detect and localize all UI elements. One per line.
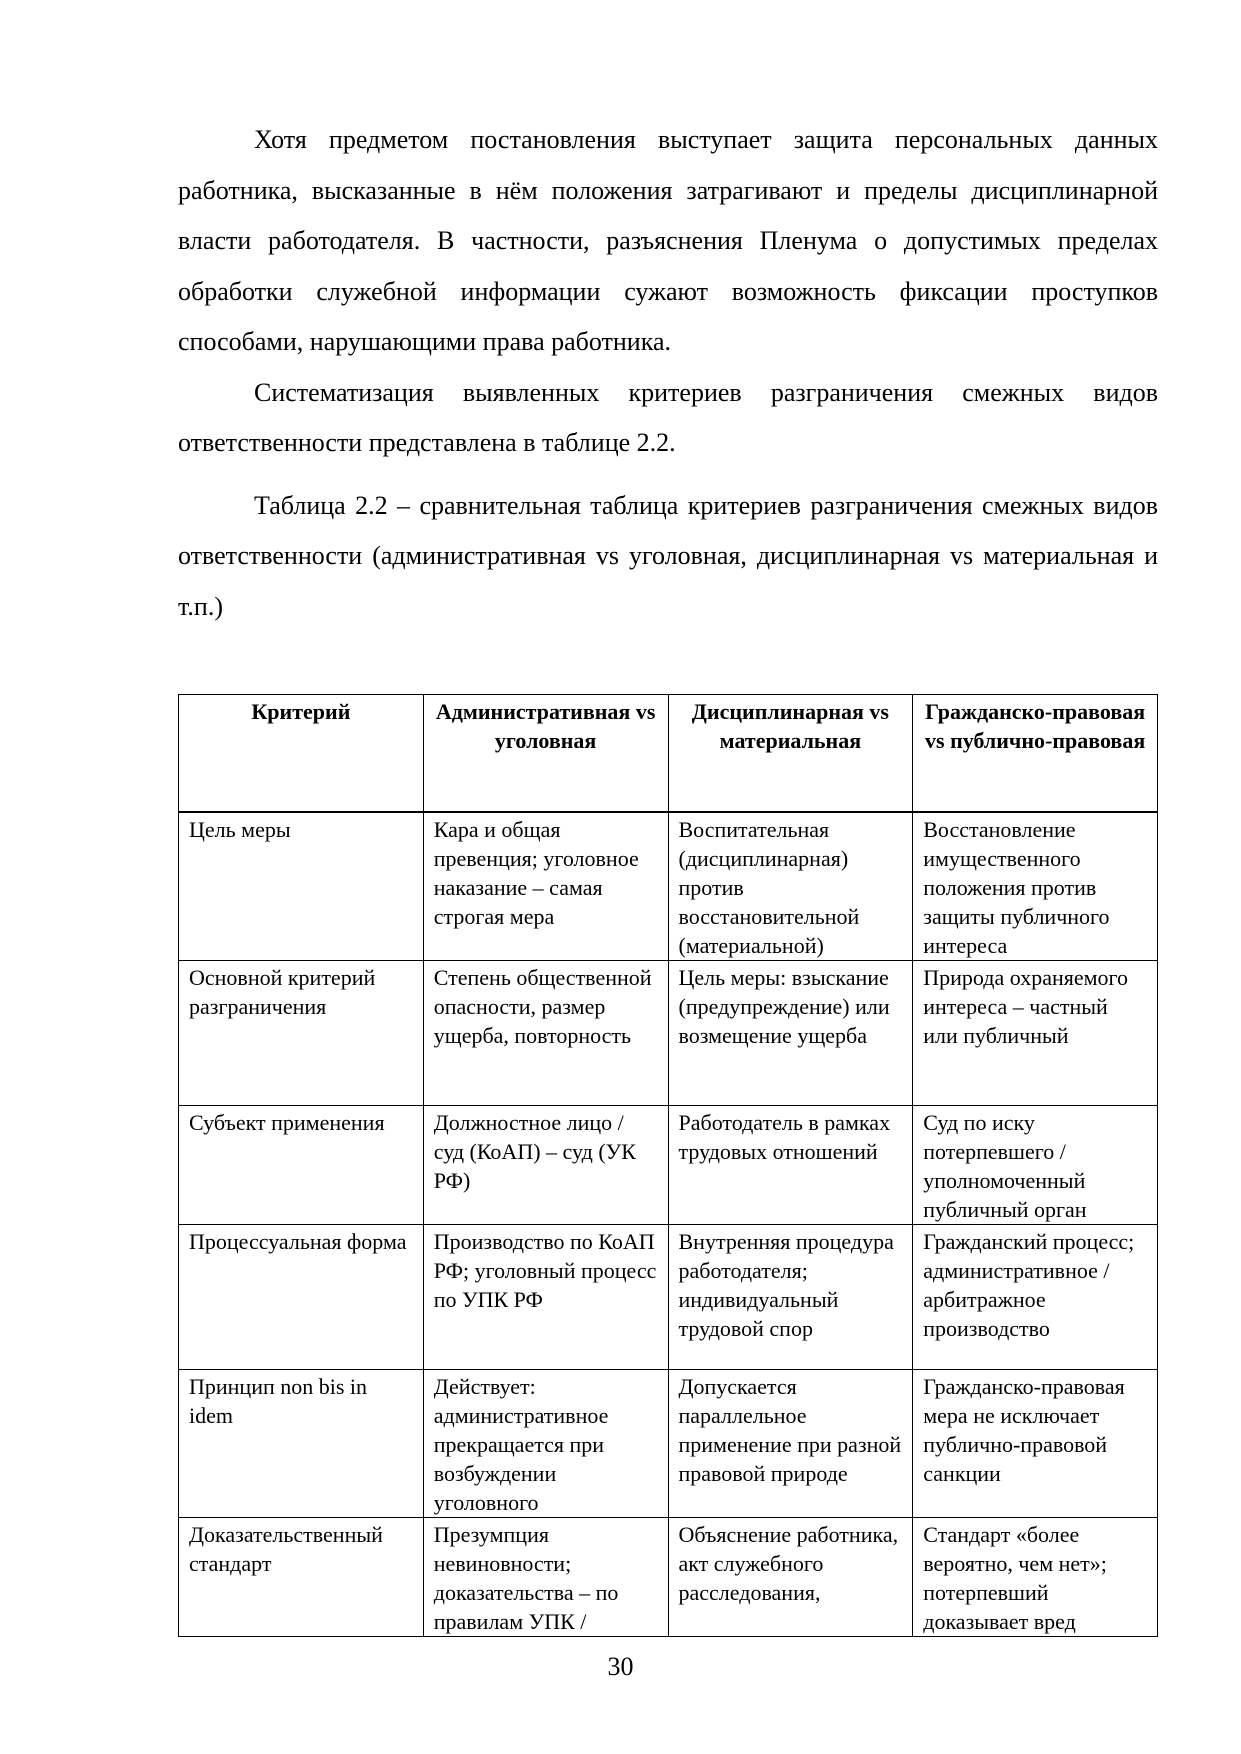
table-row: [179, 1517, 1158, 1636]
table-cell: Цель меры: [179, 812, 424, 961]
table-row: [179, 1105, 1158, 1224]
table-cell: Внутренняя процедура работодателя; индивидуальный трудовой спор: [668, 1224, 913, 1369]
table-cell: Принцип non bis in idem: [179, 1369, 424, 1517]
table-cell: Действует: административное прекращается при возбуждении уголовного: [423, 1369, 668, 1517]
paragraph-2: Систематизация выявленных критериев разграничения смежных видов ответственности представлена в таблице 2.2.: [178, 377, 1158, 457]
table-cell: Природа охраняемого интереса – частный или публичный: [913, 960, 1158, 1105]
paragraph-1: Хотя предметом постановления выступает защита персональных данных работника, высказанные в нём положения затрагивают и пределы дисциплинарной власти работодателя. В частности, разъяснения Пленума о допустимых пределах обработки служебной информации сужают возможность фиксации проступков способами, нарушающими права работника.: [178, 125, 1158, 356]
table-caption: Таблица 2.2 – сравнительная таблица критериев разграничения смежных видов ответственности (административная vs уголовная, дисциплинарная vs материальная и т.п.): [178, 490, 1158, 621]
table-cell: Восстановление имущественного положения против защиты публичного интереса: [913, 812, 1158, 961]
table-cell: Работодатель в рамках трудовых отношений: [668, 1105, 913, 1224]
table-row: [179, 812, 1158, 961]
table-cell: Допускается параллельное применение при разной правовой природе: [668, 1369, 913, 1517]
table-cell: Степень общественной опасности, размер ущерба, повторность: [423, 960, 668, 1105]
table-row: [179, 960, 1158, 1105]
table-cell: Кара и общая превенция; уголовное наказание – самая строгая мера: [423, 812, 668, 961]
table-cell: Субъект применения: [179, 1105, 424, 1224]
table-cell: Объяснение работника, акт служебного расследования,: [668, 1517, 913, 1636]
document-body: [178, 115, 1158, 632]
table-cell: Гражданско-правовая мера не исключает публично-правовой санкции: [913, 1369, 1158, 1517]
header-civil-vs-public: Гражданско-правовая vs публично-правовая: [913, 695, 1158, 812]
table-header-row: [179, 695, 1158, 812]
header-criterion: Критерий: [179, 695, 424, 812]
table-cell: Производство по КоАП РФ; уголовный процесс по УПК РФ: [423, 1224, 668, 1369]
table-cell: Должностное лицо / суд (КоАП) – суд (УК РФ): [423, 1105, 668, 1224]
table-cell: Процессуальная форма: [179, 1224, 424, 1369]
table-row: [179, 1369, 1158, 1517]
header-disciplinary-vs-material: Дисциплинарная vs материальная: [668, 695, 913, 812]
table-cell: Презумпция невиновности; доказательства – по правилам УПК /: [423, 1517, 668, 1636]
table-cell: Доказательственный стандарт: [179, 1517, 424, 1636]
comparison-table: [178, 694, 1158, 1637]
table-cell: Гражданский процесс; административное / арбитражное производство: [913, 1224, 1158, 1369]
table-row: [179, 1224, 1158, 1369]
table-cell: Цель меры: взыскание (предупреждение) или возмещение ущерба: [668, 960, 913, 1105]
table-cell: Воспитательная (дисциплинарная) против восстановительной (материальной): [668, 812, 913, 961]
table-cell: Суд по иску потерпевшего / уполномоченный публичный орган: [913, 1105, 1158, 1224]
page-number: 30: [607, 1652, 634, 1681]
table-cell: Стандарт «более вероятно, чем нет»; потерпевший доказывает вред: [913, 1517, 1158, 1636]
table-cell: Основной критерий разграничения: [179, 960, 424, 1105]
header-admin-vs-criminal: Административная vs уголовная: [423, 695, 668, 812]
